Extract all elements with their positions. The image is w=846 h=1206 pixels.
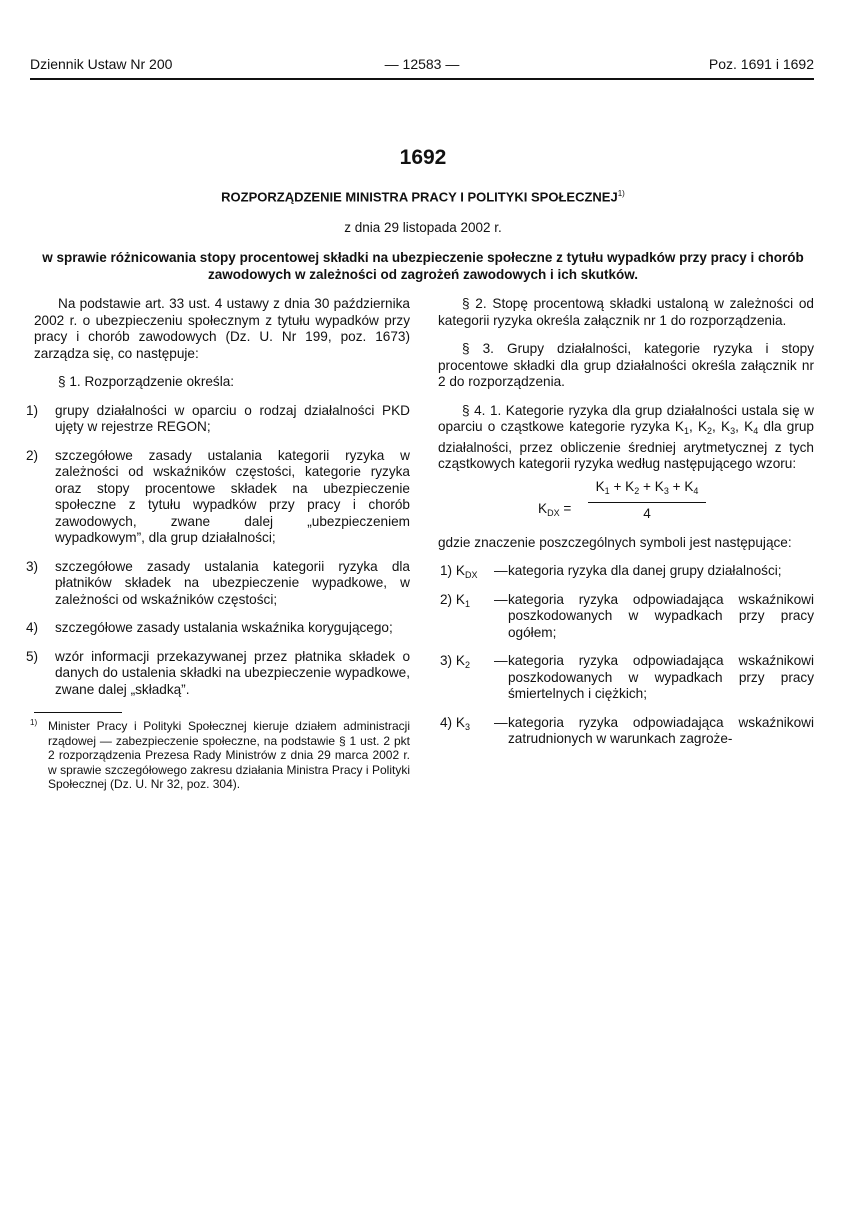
symbol-definition: 2) $K_1$ — kategoria ryzyka odpowiadająca wskaźnikowi poszkodowanych w wypadkach przy pracy ogółem; (440, 591, 814, 640)
list-item: 2) szczegółowe zasady ustalania kategorii ryzyka w zależności od wskaźników częstości, kategorie ryzyka oraz stopy procentowe składek na ubezpieczenie społeczne z tytułu wypadków przy pracy i chorób zawodowych, zwane dalej „ubezpieczeniem wypadkowym”, dla grup działalności; (26, 447, 410, 545)
act-date: z dnia 29 listopada 2002 r. (344, 220, 502, 235)
right-column (438, 296, 814, 760)
page-number: — 12583 — (384, 56, 460, 72)
formula (438, 479, 814, 535)
journal-name: Dziennik Ustaw Nr 200 (30, 56, 173, 72)
formula-denominator: 4 (643, 506, 651, 521)
position-number: 1692 (399, 146, 447, 169)
section-1-intro: § 1. Rozporządzenie określa: (58, 374, 235, 389)
section-3: § 3. Grupy działalności, kategorie ryzyka i stopy procentowe składki dla grup działalności określa załącznik nr 2 do rozporządzenia. (438, 341, 814, 389)
position-reference: Poz. 1691 i 1692 (708, 56, 814, 72)
list-item: 1) grupy działalności w oparciu o rodzaj działalności PKD ujęty w rejestrze REGON; (26, 402, 410, 434)
list-item: 4) szczegółowe zasady ustalania wskaźnika korygującego; (26, 620, 393, 635)
symbol-definition: 3) $K_2$ — kategoria ryzyka odpowiadająca wskaźnikowi poszkodowanych w wypadkach przy pracy śmiertelnych i ciężkich; (440, 653, 814, 701)
symbol-definition: 1) $K_{DX}$ — kategoria ryzyka dla danej grupy działalności; (440, 563, 782, 580)
list-item: 3) szczegółowe zasady ustalania kategorii ryzyka dla płatników składek na ubezpieczenie wypadkowe, w zależności od wskaźników częstości; (26, 558, 410, 607)
symbols-intro: gdzie znaczenie poszczególnych symboli jest następujące: (438, 534, 792, 550)
formula-numerator: $K_1 + K_2 + K_3 + K_4$ (588, 479, 706, 504)
page-header (30, 56, 814, 80)
formula-lhs: $K_{DX}$ = (538, 500, 572, 518)
section-4: § 4. 1. Kategorie ryzyka dla grup działalności ustala się w oparciu o cząstkowe kategorie ryzyka $K_1$, $K_2$, $K_3$, $K_4$ dla grup działalności, przez obliczenie średniej arytmetycznej z tych cząstkowych kategorii ryzyka według następującego wzoru: (438, 402, 814, 471)
section-2: § 2. Stopę procentową składki ustaloną w zależności od kategorii ryzyka określa załącznik nr 1 do rozporządzenia. (438, 296, 814, 328)
footnote-mark: 1) (617, 189, 625, 198)
act-title: ROZPORZĄDZENIE MINISTRA PRACY I POLITYKI SPOŁECZNEJ$^{1)}$ (221, 189, 625, 205)
left-column (26, 296, 410, 792)
symbol-definition: 4) $K_3$ — kategoria ryzyka odpowiadająca wskaźnikowi zatrudnionych w warunkach zagroże- (440, 714, 814, 746)
list-item: 5) wzór informacji przekazywanej przez płatnika składek o danych do ustalenia składki na ubezpieczenie wypadkowe, zwane dalej „składką”. (26, 648, 410, 697)
formula-fraction (588, 479, 706, 523)
footnote-divider (34, 712, 122, 713)
footnote: 1) Minister Pracy i Polityki Społecznej kieruje działem administracji rządowej — zabezpieczenie społeczne, na podstawie § 1 ust. 2 pkt 2 rozporządzenia Prezesa Rady Ministrów z dnia 29 marca 2002 r. w sprawie szczegółowego zakresu działania Ministra Pracy i Polityki Społecznej (Dz. U. Nr 32, poz. 304). (30, 718, 410, 791)
act-subject: w sprawie różnicowania stopy procentowej składki na ubezpieczenie społeczne z tytułu wypadków przy pracy i chorób zawodowych w zależności od zagrożeń zawodowych i ich skutków. (42, 250, 804, 282)
preamble: Na podstawie art. 33 ust. 4 ustawy z dnia 30 października 2002 r. o ubezpieczeniu społecznym z tytułu wypadków przy pracy i chorób zawodowych (Dz. U. Nr 199, poz. 1673) zarządza się, co następuje: (34, 296, 410, 361)
